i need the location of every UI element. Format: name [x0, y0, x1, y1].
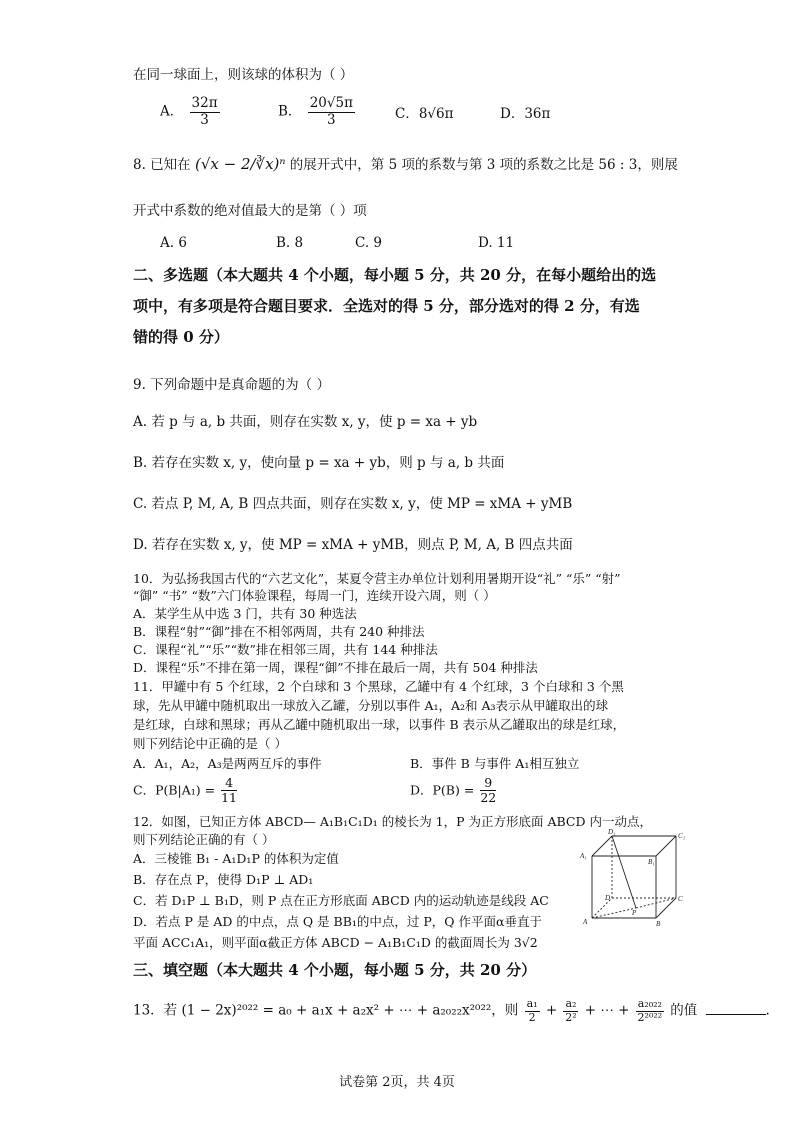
segment-ap [592, 908, 636, 918]
section2-heading-line1: 二、多选题（本大题共 4 个小题，每小题 5 分，共 20 分，在每小题给出的选 [133, 266, 657, 284]
label-d: D [605, 894, 611, 902]
q8-option-b: B. 8 [276, 235, 304, 251]
label-a: A [583, 918, 588, 926]
edge-a1d1 [592, 836, 612, 856]
q9-stem: 9. 下列命题中是真命题的为（ ） [133, 377, 330, 393]
label-p: P [632, 909, 637, 917]
q10-stem-line2: “御” “书” “数”六门体验课程，每周一门，连续开设六周，则（ ） [133, 588, 496, 603]
q12-stem-line2: 则下列结论正确的有（ ） [133, 832, 275, 847]
q9-option-c: C. 若点 P, M, A, B 四点共面，则存在实数 x, y，使 MP = xMA + yMB [133, 496, 573, 512]
q8-option-c: C. 9 [355, 235, 383, 251]
q12-option-a: A．三棱锥 B₁ - A₁D₁P 的体积为定值 [133, 851, 339, 866]
q12-option-d-line1: D．若点 P 是 AD 的中点，点 Q 是 BB₁的中点，过 P，Q 作平面α垂直于 [133, 914, 542, 929]
label-c: C [678, 895, 683, 903]
q11-stem-line2: 球，先从甲罐中随机取出一球放入乙罐，分别以事件 A₁，A₂和 A₃表示从甲罐取出的球 [133, 698, 609, 713]
q8-stem: 8. 已知在 (√x − 2/∛x)ⁿ 的展开式中，第 5 项的系数与第 3 项的系数之比是 56 : 3，则展 [133, 155, 678, 173]
q12-option-b: B．存在点 P，使得 D₁P ⊥ AD₁ [133, 872, 314, 887]
q10-option-d: D．课程“乐”不排在第一周，课程“御”不排在最后一周，共有 504 种排法 [133, 660, 538, 675]
section2-heading-line3: 错的得 0 分） [133, 328, 229, 346]
label-d1: D₁ [608, 828, 616, 836]
page-footer: 试卷第 2页，共 4页 [339, 1075, 455, 1090]
edge-bc [656, 898, 676, 918]
q9-option-d: D. 若存在实数 x, y，使 MP = xMA + yMB，则点 P, M, A, B 四点共面 [133, 537, 573, 553]
q11-stem-line1: 11．甲罐中有 5 个红球，2 个白球和 3 个黑球，乙罐中有 4 个红球，3 个白球和 3 个黑 [133, 679, 624, 694]
q9-option-b: B. 若存在实数 x, y，使向量 p = xa + yb，则 p 与 a, b 共面 [133, 455, 505, 471]
q8-binomial-expression: (√x − 2/∛x)ⁿ [194, 155, 286, 173]
q7-option-d: D．36π [500, 106, 551, 122]
q10-option-b: B．课程“射”“御”排在不相邻两周，共有 240 种排法 [133, 624, 425, 639]
q13-answer-blank[interactable] [706, 1014, 766, 1015]
q8-stem-line2: 开式中系数的绝对值最大的是第（ ）项 [133, 203, 367, 219]
q12-option-c: C．若 D₁P ⊥ B₁D，则 P 点在正方形底面 ABCD 内的运动轨迹是线段 AC [133, 893, 549, 908]
label-b1: B₁ [648, 858, 655, 866]
q8-option-d: D. 11 [478, 235, 515, 251]
cube-figure [578, 828, 690, 928]
label-c1: C₁ [678, 832, 686, 840]
q7-option-c: C．8√6π [395, 106, 454, 122]
q11-option-d: D．P(B) = $\frac{9}{22}$ [410, 775, 497, 806]
q10-option-c: C．课程“礼”“乐”“数”排在相邻三周，共有 144 种排法 [133, 642, 438, 657]
section3-heading: 三、填空题（本大题共 4 个小题，每小题 5 分，共 20 分） [133, 961, 537, 979]
q7-option-a: A． $\frac{32\pi}{3}$ [160, 95, 218, 128]
label-a1: A₁ [580, 852, 587, 860]
q11-option-c: C．P(B|A₁) = $\frac{4}{11}$ [133, 775, 238, 806]
q11-stem-line4: 则下列结论中正确的是（ ） [133, 736, 287, 751]
q13-stem: 13．若 (1 − 2x)²⁰²² = a₀ + a₁x + a₂x² + ⋯ + a₂₀₂₂x²⁰²²，则 $\frac{\text{a₁}}{2}$ + $\frac{\text{a₂}}{\text{2²}}$ + ⋯ + $\frac{\text{a₂₀₂₂}}{\text{2²⁰²²}}$ 的值 . [133, 997, 770, 1024]
segment-d1p [612, 836, 636, 908]
edge-b1c1 [656, 836, 676, 856]
q7-option-b: B． $\frac{20√5\pi}{3}$ [278, 95, 353, 128]
q9-option-a: A. 若 p 与 a, b 共面，则存在实数 x, y，使 p = xa + yb [133, 414, 478, 430]
q11-option-b: B．事件 B 与事件 A₁相互独立 [410, 756, 580, 771]
section2-heading-line2: 项中，有多项是符合题目要求．全选对的得 5 分，部分选对的得 2 分，有选 [133, 297, 640, 315]
q11-option-a: A．A₁，A₂，A₃是两两互斥的事件 [133, 756, 322, 771]
q8-option-a: A. 6 [160, 235, 187, 251]
q10-stem-line1: 10．为弘扬我国古代的“六艺文化”，某夏令营主办单位计划利用暑期开设“礼” “乐” “射” [133, 571, 621, 586]
q12-option-d-line2: 平面 ACC₁A₁，则平面α截正方体 ABCD − A₁B₁C₁D 的截面周长为 3√2 [133, 935, 538, 950]
q7-stem-tail: 在同一球面上，则该球的体积为（ ） [133, 67, 354, 83]
q10-option-a: A．某学生从中选 3 门，共有 30 种选法 [133, 606, 357, 621]
label-b: B [656, 920, 661, 928]
q12-stem-line1: 12．如图，已知正方体 ABCD— A₁B₁C₁D₁ 的棱长为 1，P 为正方形底面 ABCD 内一动点， [133, 814, 652, 829]
q11-stem-line3: 是红球，白球和黑球；再从乙罐中随机取出一球，以事件 B 表示从乙罐取出的球是红球， [133, 717, 626, 732]
